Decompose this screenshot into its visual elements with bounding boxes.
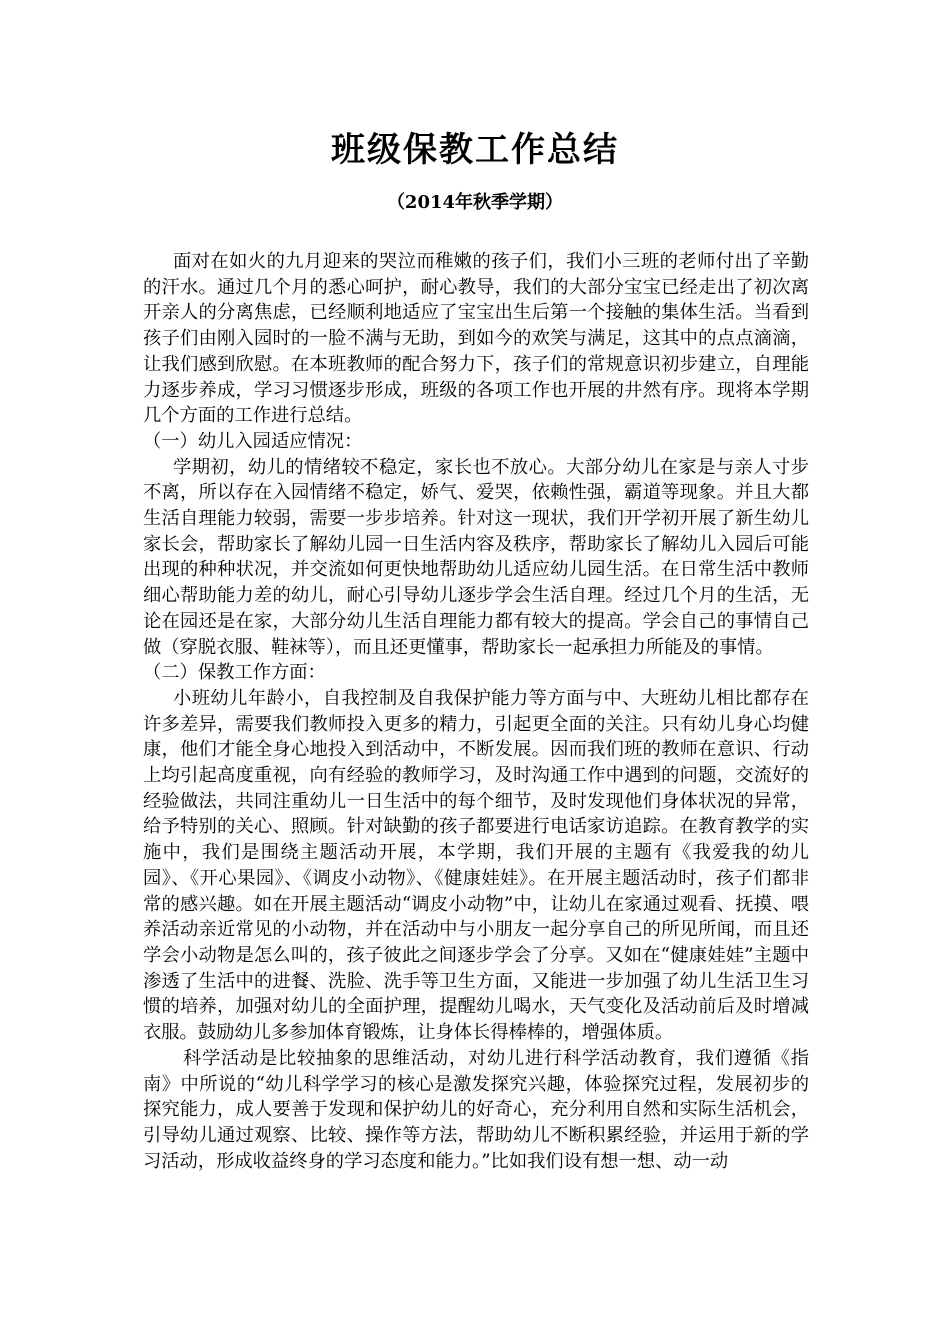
document-body [143, 249, 809, 1174]
science-activity-paragraph: 科学活动是比较抽象的思维活动，对幼儿进行科学活动教育，我们遵循《指南》中所说的“幼儿科学学习的核心是激发探究兴趣，体验探究过程，发展初步的探究能力，成人要善于发现和保护幼儿的好奇心，充分利用自然和实际生活机会，引导幼儿通过观察、比较、操作等方法，帮助幼儿不断积累经验，并运用于新的学习活动，形成收益终身的学习态度和能力。”比如我们设有想一想、动一动 [143, 1047, 809, 1172]
section-heading-adaptation: （一）幼儿入园适应情况： [143, 430, 363, 452]
intro-paragraph: 面对在如火的九月迎来的哭泣而稚嫩的孩子们，我们小三班的老师付出了辛勤的汗水。通过几个月的悉心呵护，耐心教导，我们的大部分宝宝已经走出了初次离开亲人的分离焦虑，已经顺利地适应了宝宝出生后第一个接触的集体生活。当看到孩子们由刚入园时的一脸不满与无助，到如今的欢笑与满足，这其中的点点滴滴，让我们感到欣慰。在本班教师的配合努力下，孩子们的常规意识初步建立，自理能力逐步养成，学习习惯逐步形成，班级的各项工作也开展的井然有序。现将本学期几个方面的工作进行总结。 [143, 251, 809, 427]
adaptation-paragraph: 学期初，幼儿的情绪较不稳定，家长也不放心。大部分幼儿在家是与亲人寸步不离，所以存在入园情绪不稳定，娇气、爱哭，依赖性强，霸道等现象。并且大都生活自理能力较弱，需要一步步培养。针对这一现状，我们开学初开展了新生幼儿家长会，帮助家长了解幼儿园一日生活内容及秩序，帮助家长了解幼儿入园后可能出现的种种状况，并交流如何更快地帮助幼儿适应幼儿园生活。在日常生活中教师细心帮助能力差的幼儿，耐心引导幼儿逐步学会生活自理。经过几个月的生活，无论在园还是在家，大部分幼儿生活自理能力都有较大的提高。学会自己的事情自己做（穿脱衣服、鞋袜等），而且还更懂事，帮助家长一起承担力所能及的事情。 [143, 456, 809, 658]
document-title: 班级保教工作总结 [331, 130, 619, 170]
document-subtitle: （2014年秋季学期） [386, 192, 564, 213]
section-heading-care-education: （二）保教工作方面： [143, 662, 326, 684]
care-education-paragraph: 小班幼儿年龄小，自我控制及自我保护能力等方面与中、大班幼儿相比都存在许多差异，需要我们教师投入更多的精力，引起更全面的关注。只有幼儿身心均健康，他们才能全身心地投入到活动中，不断发展。因而我们班的教师在意识、行动上均引起高度重视，向有经验的教师学习，及时沟通工作中遇到的问题，交流好的经验做法，共同注重幼儿一日生活中的每个细节，及时发现他们身体状况的异常，给予特别的关心、照顾。针对缺勤的孩子都要进行电话家访追踪。在教育教学的实施中，我们是围绕主题活动开展，本学期，我们开展的主题有《我爱我的幼儿园》、《开心果园》、《调皮小动物》、《健康娃娃》。在开展主题活动时，孩子们都非常的感兴趣。如在开展主题活动“调皮小动物”中，让幼儿在家通过观看、抚摸、喂养活动亲近常见的小动物，并在活动中与小朋友一起分享自己的所见所闻，而且还学会小动物是怎么叫的，孩子彼此之间逐步学会了分享。又如在“健康娃娃”主题中渗透了生活中的进餐、洗脸、洗手等卫生方面，又能进一步加强了幼儿生活卫生习惯的培养，加强对幼儿的全面护理，提醒幼儿喝水，天气变化及活动前后及时增减衣服。鼓励幼儿多参加体育锻炼，让身体长得棒棒的，增强体质。 [143, 687, 809, 1044]
